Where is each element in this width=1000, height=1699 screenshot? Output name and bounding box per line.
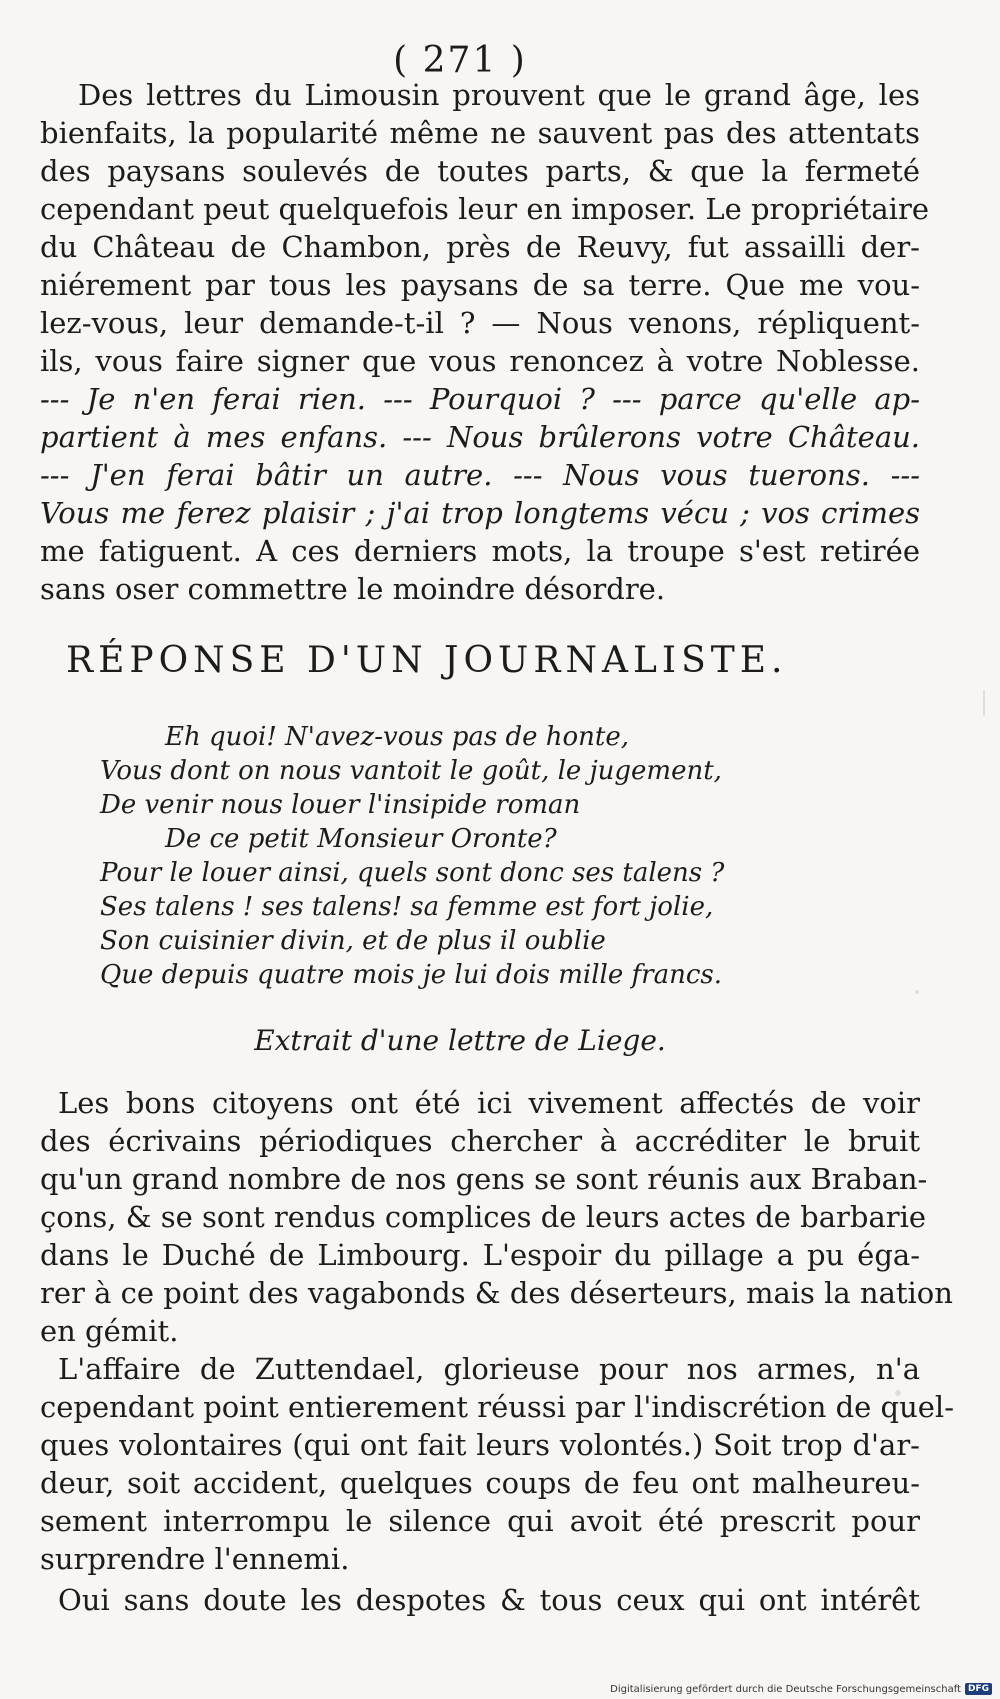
text-line: lez-vous, leur demande-t-il ? — Nous venons, répliquent- [40, 306, 920, 340]
text-line: rer à ce point des vagabonds & des déserteurs, mais la nation [40, 1276, 953, 1310]
poem-line: Son cuisinier divin, et de plus il oublie [100, 926, 606, 956]
text-line: ques volontaires (qui ont fait leurs volontés.) Soit trop d'ar- [40, 1428, 920, 1462]
text-line: Oui sans doute les despotes & tous ceux qui ont intérêt [58, 1583, 920, 1617]
poem-line: Vous dont on nous vantoit le goût, le jugement, [100, 756, 722, 786]
text-line: cependant peut quelquefois leur en imposer. Le propriétaire [40, 192, 929, 226]
poem-line: Que depuis quatre mois je lui dois mille francs. [100, 960, 722, 990]
text-line: dans le Duché de Limbourg. L'espoir du pillage a pu éga- [40, 1238, 920, 1272]
poem-line: Ses talens ! ses talens! sa femme est fort jolie, [100, 892, 714, 922]
text-line: des écrivains périodiques chercher à accréditer le bruit [40, 1124, 920, 1158]
text-line: --- J'en ferai bâtir un autre. --- Nous vous tuerons. --- [40, 458, 920, 492]
text-line: Des lettres du Limousin prouvent que le grand âge, les [78, 78, 920, 112]
page-number: ( 271 ) [393, 40, 527, 81]
poem-line: De venir nous louer l'insipide roman [100, 790, 581, 820]
text-line: surprendre l'ennemi. [40, 1542, 350, 1576]
poem-line: Pour le louer ainsi, quels sont donc ses talens ? [100, 858, 725, 888]
poem-line: Eh quoi! N'avez-vous pas de honte, [165, 722, 630, 752]
text-line: des paysans soulevés de toutes parts, & que la fermeté [40, 154, 920, 188]
footer-text: Digitalisierung gefördert durch die Deutsche Forschungsgemeinschaft [610, 1683, 961, 1695]
text-line: bienfaits, la popularité même ne sauvent pas des attentats [40, 116, 920, 150]
letter-subheading: Extrait d'une lettre de Liege. [254, 1024, 666, 1057]
text-line: partient à mes enfans. --- Nous brûlerons votre Château. [40, 420, 920, 454]
text-line: qu'un grand nombre de nos gens se sont réunis aux Braban- [40, 1162, 928, 1196]
text-line: --- Je n'en ferai rien. --- Pourquoi ? --- parce qu'elle ap- [40, 382, 920, 416]
section-heading: RÉPONSE D'UN JOURNALISTE. [66, 640, 788, 681]
text-line: sans oser commettre le moindre désordre. [40, 572, 666, 606]
text-line: ils, vous faire signer que vous renoncez à votre Noblesse. [40, 344, 920, 378]
text-line: çons, & se sont rendus complices de leurs actes de barbarie [40, 1200, 927, 1234]
text-line: cependant point entierement réussi par l'indiscrétion de quel- [40, 1390, 955, 1424]
text-line: Les bons citoyens ont été ici vivement affectés de voir [58, 1086, 920, 1120]
text-line: niérement par tous les paysans de sa terre. Que me vou- [40, 268, 920, 302]
poem-line: De ce petit Monsieur Oronte? [165, 824, 557, 854]
text-line: sement interrompu le silence qui avoit été prescrit pour [40, 1504, 920, 1538]
text-line: L'affaire de Zuttendael, glorieuse pour nos armes, n'a [58, 1352, 920, 1386]
text-line: en gémit. [40, 1314, 179, 1348]
digitization-footer [610, 1683, 992, 1695]
text-line: Vous me ferez plaisir ; j'ai trop longtems vécu ; vos crimes [40, 496, 920, 530]
text-line: du Château de Chambon, près de Reuvy, fut assailli der- [40, 230, 920, 264]
dfg-logo: DFG [965, 1683, 992, 1695]
text-line: deur, soit accident, quelques coups de feu ont malheureu- [40, 1466, 920, 1500]
text-line: me fatiguent. A ces derniers mots, la troupe s'est retirée [40, 534, 920, 568]
